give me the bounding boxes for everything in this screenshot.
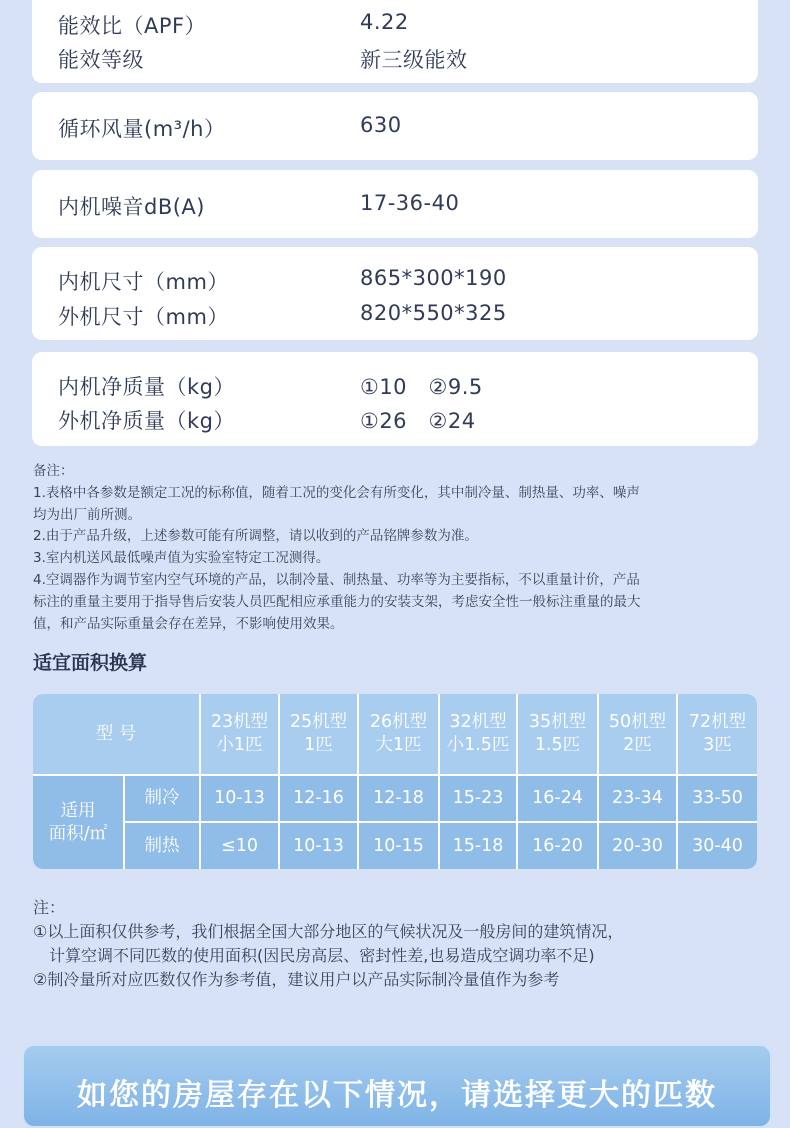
model-header: 型 号 (95, 723, 137, 744)
model-name: 72机型 (688, 712, 747, 732)
heating-area-cell: 20-30 (599, 823, 676, 869)
model-header-cell (599, 694, 676, 774)
spec-value: 17-36-40 (360, 191, 460, 215)
notes-line: ①以上面积仅供参考，我们根据全国大部分地区的气候状况及一般房间的建筑情况， (33, 922, 624, 941)
heating-area-cell: 15-18 (440, 823, 516, 869)
remarks-line: 2.由于产品升级，上述参数可能有所调整，请以收到的产品铭牌参数为准。 (33, 528, 478, 545)
spec-label: 外机净质量（kg） (58, 409, 235, 433)
banner-text: 如您的房屋存在以下情况，请选择更大的匹数 (77, 1078, 717, 1113)
area-header-line2: 面积/㎡ (48, 823, 108, 844)
model-header-cell (201, 694, 278, 774)
spec-label: 循环风量(m³/h） (58, 117, 226, 141)
spec-value: 新三级能效 (360, 48, 468, 72)
remarks-line: 4.空调器作为调节室内空气环境的产品，以制冷量、制热量、功率等为主要指标，不以重量计价，产品 (33, 571, 640, 588)
spec-card-energy (32, 0, 758, 83)
model-capacity: 小1匹 (216, 735, 263, 755)
cooling-area-cell: 23-34 (599, 776, 676, 821)
spec-label: 外机尺寸（mm） (58, 305, 229, 329)
area-table-title: 适宜面积换算 (33, 652, 148, 674)
heating-area-cell: ≤10 (201, 823, 278, 869)
model-header-cell (280, 694, 357, 774)
area-header-cell (33, 776, 123, 869)
model-capacity: 3匹 (703, 735, 732, 755)
model-name: 25机型 (289, 712, 348, 732)
model-name: 23机型 (210, 712, 269, 732)
spec-card-noise (32, 170, 758, 238)
model-name: 32机型 (449, 712, 507, 732)
area-header-line1: 适用 (60, 800, 96, 821)
remarks-line: 3.室内机送风最低噪声值为实验室特定工况测得。 (33, 550, 330, 567)
cooling-area-cell: 12-16 (280, 776, 357, 821)
cta-banner (22, 1044, 772, 1128)
remarks-line: 标注的重量主要用于指导售后安装人员匹配相应承重能力的安装支架，考虑安全性一般标注重量的最大 (33, 593, 641, 610)
remarks-line: 均为出厂前所测。 (33, 506, 141, 523)
spec-card-size (32, 247, 758, 340)
cooling-area-cell: 15-23 (440, 776, 516, 821)
cooling-area-cell: 10-13 (201, 776, 278, 821)
remarks-line: 值，和产品实际重量会存在差异，不影响使用效果。 (33, 615, 344, 632)
model-name: 50机型 (608, 712, 667, 732)
spec-label: 内机噪音dB(A) (58, 195, 205, 219)
spec-value: 865*300*190 (360, 266, 507, 290)
spec-card-weight (32, 352, 758, 446)
spec-value: 630 (360, 113, 402, 137)
remarks-line: 1.表格中各参数是额定工况的标称值，随着工况的变化会有所变化，其中制冷量、制热量、功率、噪声 (33, 484, 640, 501)
notes-line: 计算空调不同匹数的使用面积(因民房高层、密封性差,也易造成空调功率不足) (33, 946, 595, 965)
spec-label: 内机净质量（kg） (58, 375, 235, 399)
model-header-cell (359, 694, 438, 774)
cooling-label-cell (125, 776, 199, 821)
model-name: 35机型 (528, 712, 587, 732)
model-capacity: 2匹 (623, 735, 652, 755)
model-header-cell (678, 694, 757, 774)
remarks-title: 备注： (33, 463, 74, 479)
heating-area-cell: 30-40 (678, 823, 757, 869)
notes-title: 注： (33, 898, 66, 917)
model-capacity: 1匹 (304, 735, 333, 755)
spec-label: 能效等级 (58, 48, 144, 72)
spec-card-airflow (32, 92, 758, 160)
spec-value: ①26 ②24 (360, 409, 476, 433)
cooling-area-cell: 12-18 (359, 776, 438, 821)
cooling-area-cell: 33-50 (678, 776, 757, 821)
heating-area-cell: 10-13 (280, 823, 357, 869)
cooling-label: 制冷 (144, 788, 180, 808)
model-capacity: 小1.5匹 (446, 735, 510, 755)
remarks (33, 461, 763, 635)
spec-value: 820*550*325 (360, 301, 507, 325)
model-capacity: 1.5匹 (534, 735, 581, 755)
heating-label-cell (125, 823, 199, 869)
spec-value: 4.22 (360, 10, 409, 34)
spec-label: 内机尺寸（mm） (58, 270, 229, 294)
spec-value: ①10 ②9.5 (360, 375, 483, 399)
notes-line: ②制冷量所对应匹数仅作为参考值，建议用户以产品实际制冷量值作为参考 (33, 970, 560, 989)
spec-label: 能效比（APF） (58, 14, 207, 38)
heating-label: 制热 (144, 835, 180, 856)
heating-area-cell: 10-15 (359, 823, 438, 869)
heating-area-cell: 16-20 (518, 823, 597, 869)
area-table (33, 694, 757, 869)
model-header-cell (440, 694, 516, 774)
cooling-area-cell: 16-24 (518, 776, 597, 821)
model-capacity: 大1匹 (375, 735, 422, 755)
model-name: 26机型 (369, 712, 428, 732)
notes (33, 896, 623, 992)
model-header-cell (33, 694, 199, 774)
model-header-cell (518, 694, 597, 774)
